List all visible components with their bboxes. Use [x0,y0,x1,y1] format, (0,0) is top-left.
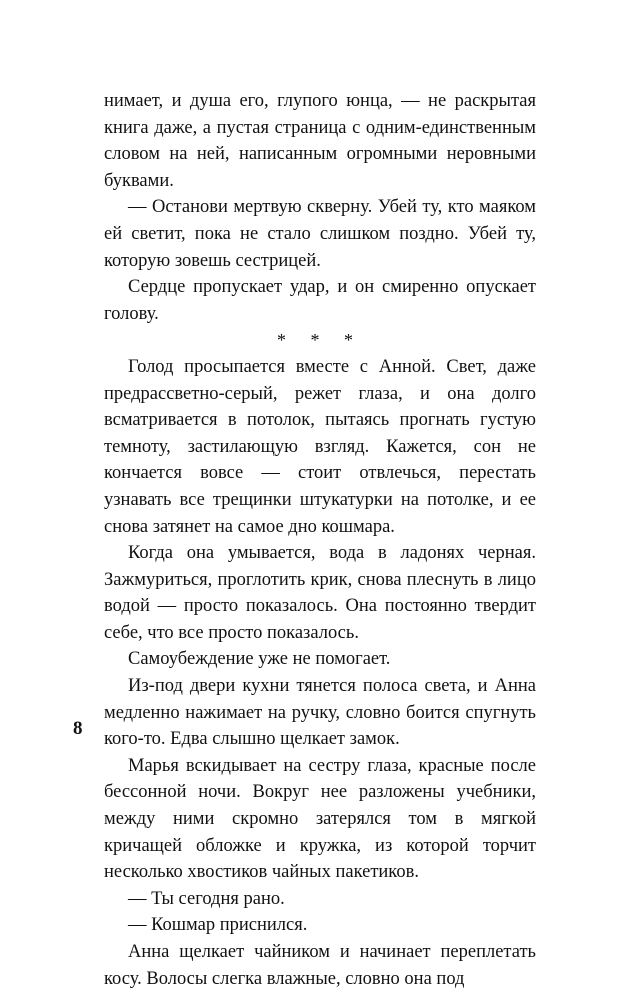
paragraph: Анна щелкает чайником и начинает переплетать косу. Волосы слегка влажные, словно она под [104,942,536,989]
paragraph: Марья вскидывает на сестру глаза, красные после бессонной ночи. Вокруг нее разложены учебники, между ними скромно затерялся том в мягкой кричащей обложке и кружка, из которой торчит несколько хвостиков чайных пакетиков. [104,755,536,883]
text-column [104,88,536,992]
paragraph: Сердце пропускает удар, и он смиренно опускает голову. [104,277,536,324]
paragraph: — Ты сегодня рано. [128,888,285,909]
section-separator: * * * [277,330,363,351]
paragraph: Когда она умывается, вода в ладонях черная. Зажмуриться, проглотить крик, снова плеснуть в лицо водой — просто показалось. Она постоянно твердит себе, что все просто показалось. [104,543,536,643]
page-number: 8 [73,718,83,739]
paragraph: Из-под двери кухни тянется полоса света, и Анна медленно нажимает на ручку, словно боится спугнуть кого-то. Едва слышно щелкает замок. [104,676,536,750]
paragraph-continued: нимает, и душа его, глупого юнца, — не раскрытая книга даже, а пустая страница с одним-единственным словом на ней, написанным огромными неровными буквами. [104,91,536,191]
paragraph: — Кошмар приснился. [128,915,308,936]
paragraph: Голод просыпается вместе с Анной. Свет, даже предрассветно-серый, режет глаза, и она долго всматривается в потолок, пытаясь прогнать густую темноту, застилающую взгляд. Кажется, сон не кончается вовсе — стоит отвлечься, перестать узнавать все трещинки штукатурки на потолке, и ее снова затянет на самое дно кошмара. [104,356,536,537]
paragraph: Самоубеждение уже не помогает. [128,649,391,670]
paragraph: — Останови мертвую скверну. Убей ту, кто маяком ей светит, пока не стало слишком поздно. Убей ту, которую зовешь сестрицей. [104,197,536,271]
